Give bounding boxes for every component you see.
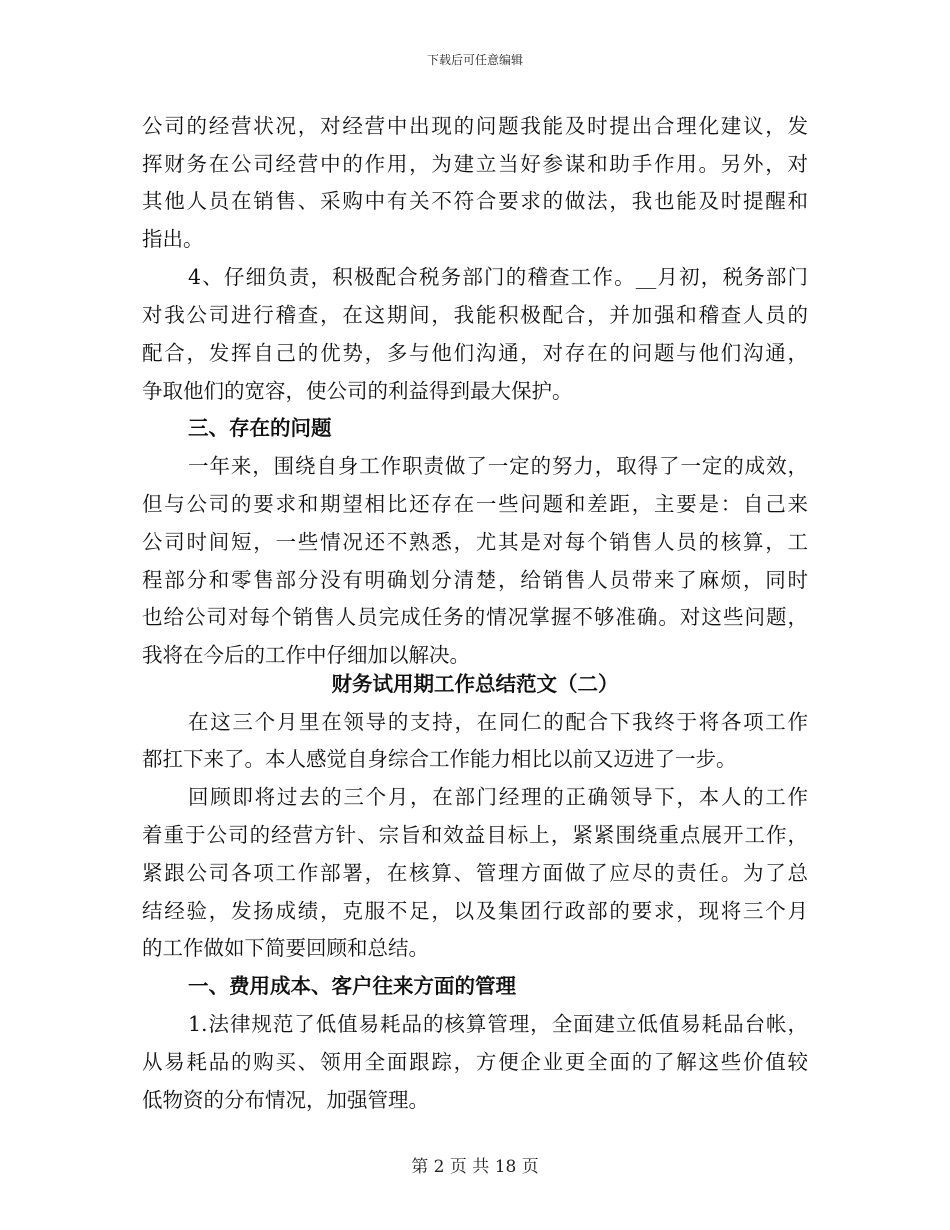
page-header-note: 下载后可任意编辑 (426, 53, 523, 67)
paragraph-start-line: 1.法律规范了低值易耗品的核算管理，全面建立低值易耗品台帐， (188, 1012, 808, 1036)
body-line: 都扛下来了。本人感觉自身综合工作能力相比以前又迈进了一步。 (142, 747, 737, 771)
body-line: 对我公司进行稽查，在这期间，我能积极配合，并加强和稽查人员的 (142, 303, 808, 327)
body-line: 低物资的分布情况，加强管理。 (142, 1088, 429, 1112)
body-line: 程部分和零售部分没有明确划分清楚，给销售人员带来了麻烦，同时 (142, 568, 808, 592)
body-line: 从易耗品的购买、领用全面跟踪，方便企业更全面的了解这些价值较 (142, 1050, 808, 1074)
body-line: 配合，发挥自己的优势，多与他们沟通，对存在的问题与他们沟通， (142, 341, 808, 365)
body-line: 指出。 (142, 227, 204, 251)
body-line: 的工作做如下简要回顾和总结。 (142, 936, 429, 960)
body-line: 公司的经营状况，对经营中出现的问题我能及时提出合理化建议，发 (142, 114, 808, 138)
body-line: 公司时间短，一些情况还不熟悉，尤其是对每个销售人员的核算，工 (142, 530, 808, 554)
body-line: 争取他们的宽容，使公司的利益得到最大保护。 (142, 379, 573, 403)
body-line: 结经验，发扬成绩，克服不足，以及集团行政部的要求，现将三个月 (142, 899, 808, 923)
body-line: 挥财务在公司经营中的作用，为建立当好参谋和助手作用。另外，对 (142, 152, 808, 176)
body-line: 着重于公司的经营方针、宗旨和效益目标上，紧紧围绕重点展开工作， (142, 823, 808, 847)
paragraph-start-line: 4、仔细负责，积极配合税务部门的稽查工作。__月初，税务部门 (188, 265, 808, 289)
paragraph-start-line: 在这三个月里在领导的支持，在同仁的配合下我终于将各项工作 (188, 710, 808, 734)
body-line: 但与公司的要求和期望相比还存在一些问题和差距，主要是：自己来 (142, 492, 808, 516)
section-heading: 一、费用成本、客户往来方面的管理 (188, 974, 516, 998)
body-line: 紧跟公司各项工作部署，在核算、管理方面做了应尽的责任。为了总 (142, 861, 808, 885)
document-title: 财务试用期工作总结范文（二） (331, 672, 619, 696)
body-line: 也给公司对每个销售人员完成任务的情况掌握不够准确。对这些问题， (142, 605, 808, 629)
page-number: 第 2 页 共 18 页 (411, 1157, 539, 1177)
section-heading: 三、存在的问题 (188, 416, 332, 440)
paragraph-start-line: 回顾即将过去的三个月，在部门经理的正确领导下，本人的工作 (188, 785, 808, 809)
body-line: 其他人员在销售、采购中有关不符合要求的做法，我也能及时提醒和 (142, 189, 808, 213)
paragraph-start-line: 一年来，围绕自身工作职责做了一定的努力，取得了一定的成效， (188, 454, 808, 478)
body-line: 我将在今后的工作中仔细加以解决。 (142, 643, 470, 667)
